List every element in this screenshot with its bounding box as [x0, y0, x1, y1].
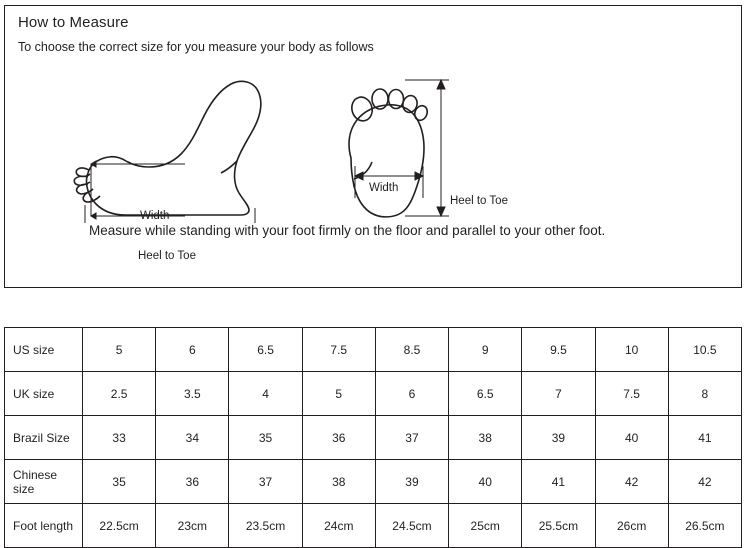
table-cell: 42	[668, 460, 741, 504]
table-cell: 22.5cm	[83, 504, 156, 548]
table-cell: 40	[595, 416, 668, 460]
table-cell: 37	[229, 460, 302, 504]
table-cell: 6.5	[229, 328, 302, 372]
table-cell: 4	[229, 372, 302, 416]
how-to-measure-panel	[4, 5, 742, 288]
panel-title: How to Measure	[18, 14, 129, 31]
table-cell: 10.5	[668, 328, 741, 372]
table-row	[5, 460, 742, 504]
table-cell: 6	[375, 372, 448, 416]
table-cell: 42	[595, 460, 668, 504]
table-cell: 24cm	[302, 504, 375, 548]
row-header: Foot length	[5, 504, 83, 548]
table-cell: 5	[83, 328, 156, 372]
table-cell: 26cm	[595, 504, 668, 548]
table-cell: 5	[302, 372, 375, 416]
table-cell: 24.5cm	[375, 504, 448, 548]
table-cell: 9.5	[522, 328, 595, 372]
foot-side-view	[74, 81, 261, 215]
table-cell: 6.5	[449, 372, 522, 416]
table-cell: 40	[449, 460, 522, 504]
table-cell: 6	[156, 328, 229, 372]
row-header: UK size	[5, 372, 83, 416]
table-cell: 37	[375, 416, 448, 460]
table-cell: 36	[302, 416, 375, 460]
row-header: Chinese size	[5, 460, 83, 504]
table-cell: 35	[83, 460, 156, 504]
label-heel-to-toe-side: Heel to Toe	[138, 250, 196, 262]
table-cell: 2.5	[83, 372, 156, 416]
table-cell: 35	[229, 416, 302, 460]
table-cell: 38	[449, 416, 522, 460]
side-heel-to-toe-dimension	[85, 205, 255, 223]
table-cell: 3.5	[156, 372, 229, 416]
table-cell: 39	[375, 460, 448, 504]
table-cell: 10	[595, 328, 668, 372]
top-heel-to-toe-dimension	[405, 80, 449, 216]
foot-top-view	[349, 89, 430, 217]
table-cell: 34	[156, 416, 229, 460]
table-row	[5, 328, 742, 372]
table-cell: 25cm	[449, 504, 522, 548]
size-chart-table	[4, 327, 742, 548]
table-cell: 7	[522, 372, 595, 416]
table-cell: 33	[83, 416, 156, 460]
table-cell: 38	[302, 460, 375, 504]
table-cell: 8.5	[375, 328, 448, 372]
table-row	[5, 416, 742, 460]
table-cell: 23.5cm	[229, 504, 302, 548]
table-cell: 7.5	[595, 372, 668, 416]
table-cell: 41	[522, 460, 595, 504]
table-cell: 26.5cm	[668, 504, 741, 548]
table-row	[5, 372, 742, 416]
table-cell: 9	[449, 328, 522, 372]
row-header: US size	[5, 328, 83, 372]
table-cell: 41	[668, 416, 741, 460]
table-cell: 39	[522, 416, 595, 460]
table-cell: 36	[156, 460, 229, 504]
table-cell: 23cm	[156, 504, 229, 548]
table-cell: 25.5cm	[522, 504, 595, 548]
label-width-top: Width	[369, 182, 399, 194]
table-cell: 8	[668, 372, 741, 416]
table-cell: 7.5	[302, 328, 375, 372]
panel-subtitle: To choose the correct size for you measure your body as follows	[18, 40, 374, 54]
panel-footnote: Measure while standing with your foot firmly on the floor and parallel to your other foot.	[89, 223, 606, 238]
label-width-side: Width	[140, 210, 170, 222]
label-heel-to-toe-top: Heel to Toe	[450, 195, 508, 207]
row-header: Brazil Size	[5, 416, 83, 460]
diagram-svg	[5, 58, 743, 223]
